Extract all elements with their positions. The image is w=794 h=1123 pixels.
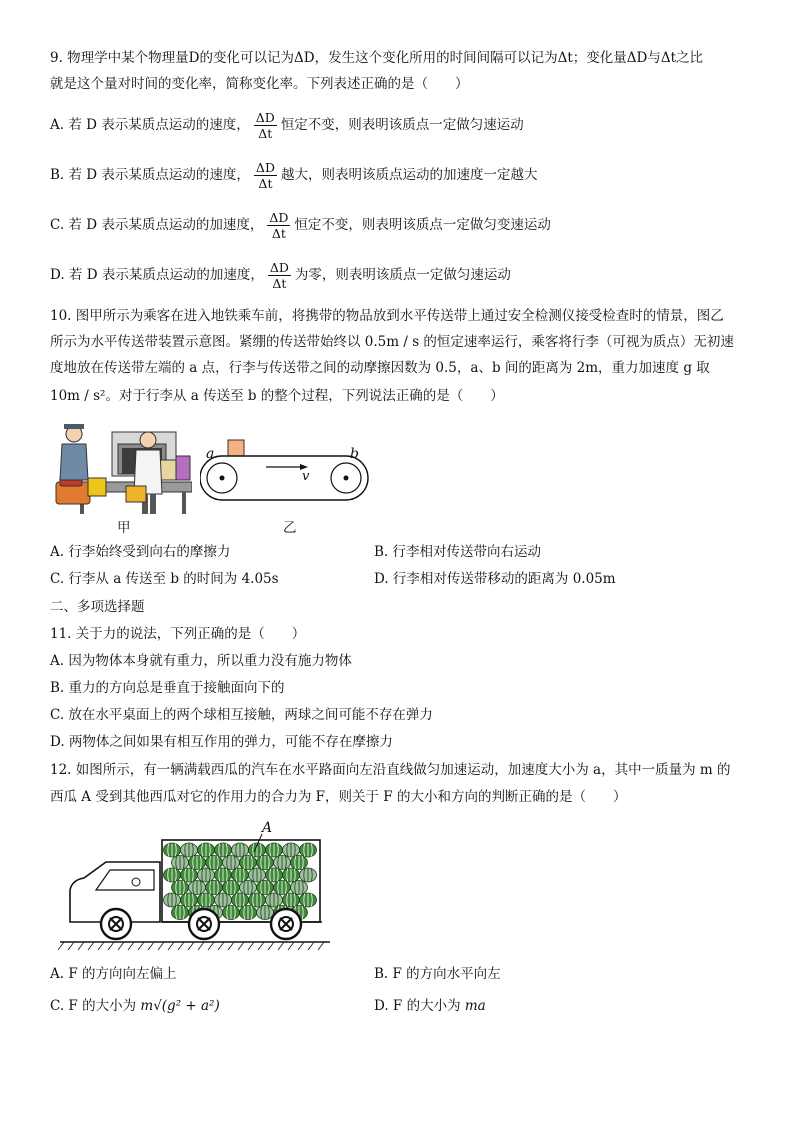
q12-stem-line1: 12. 如图所示，有一辆满载西瓜的汽车在水平路面向左沿直线做匀加速运动，加速度大小为 a，其中一质量为 m 的 (50, 762, 731, 778)
fraction: $\frac{\Delta D}{\Delta t}$ (269, 210, 289, 241)
velocity-label: v (302, 469, 310, 484)
conveyor-belt-diagram (200, 432, 370, 504)
point-a-label: a (206, 446, 215, 462)
q10-stem-line3: 度地放在传送带左端的 a 点，行李与传送带之间的动摩擦因数为 0.5，a、b 间的距离为 2m，重力加速度 g 取 (50, 360, 710, 376)
q10-stem-line2: 所示为水平传送带装置示意图。紧绷的传送带始终以 0.5m / s 的恒定速率运行，乘客将行李（可视为质点）无初速 (50, 334, 734, 350)
q12-option-c-pre: C. F 的大小为 (50, 998, 141, 1014)
q10-option-d[interactable]: D. 行李相对传送带移动的距离为 0.05m (374, 571, 616, 587)
q9-option-b-pre: B. 若 D 表示某质点运动的速度， (50, 167, 250, 183)
q12-option-d[interactable] (374, 996, 486, 1016)
q12-option-b[interactable]: B. F 的方向水平向左 (374, 966, 501, 982)
q9-option-c-post: 恒定不变，则表明该质点一定做匀变速运动 (294, 217, 551, 233)
q9-option-d-post: 为零，则表明该质点一定做匀速运动 (294, 267, 511, 283)
q10-option-a[interactable]: A. 行李始终受到向右的摩擦力 (50, 544, 231, 560)
q10-stem-line1: 10. 图甲所示为乘客在进入地铁乘车前，将携带的物品放到水平传送带上通过安全检测仪接受检查时的情景，图乙 (50, 308, 724, 324)
security-scene-illustration (52, 420, 192, 516)
q9-stem-line1: 9. 物理学中某个物理量D的变化可以记为ΔD，发生这个变化所用的时间间隔可以记为Δt；变化量ΔD与Δt之比 (50, 50, 703, 66)
q12-option-c[interactable] (50, 996, 220, 1016)
front-wheel-icon (101, 909, 131, 939)
q12-option-d-pre: D. F 的大小为 (374, 998, 465, 1014)
q10-stem-line4: 10m / s²。对于行李从 a 传送至 b 的整个过程，下列说法正确的是（ ） (50, 388, 504, 404)
q11-option-c[interactable]: C. 放在水平桌面上的两个球相互接触，两球之间可能不存在弹力 (50, 707, 433, 723)
q9-option-b[interactable] (50, 160, 537, 191)
fraction: $\frac{\Delta D}{\Delta t}$ (269, 260, 289, 291)
q12-stem-line2: 西瓜 A 受到其他西瓜对它的作用力的合力为 F，则关于 F 的大小和方向的判断正确的是（ ） (50, 789, 627, 805)
q11-option-b[interactable]: B. 重力的方向总是垂直于接触面向下的 (50, 680, 285, 696)
q9-option-a[interactable] (50, 110, 524, 141)
q10-option-c[interactable]: C. 行李从 a 传送至 b 的时间为 4.05s (50, 571, 279, 587)
q11-stem: 11. 关于力的说法，下列正确的是（ ） (50, 626, 306, 642)
middle-wheel-icon (189, 909, 219, 939)
truck-watermelon-illustration (58, 818, 334, 952)
q9-option-c-pre: C. 若 D 表示某质点运动的加速度， (50, 217, 264, 233)
fraction: $\frac{\Delta D}{\Delta t}$ (255, 160, 275, 191)
q12-option-a[interactable]: A. F 的方向向左偏上 (50, 966, 177, 982)
rear-wheel-icon (271, 909, 301, 939)
q9-stem-line2: 就是这个量对时间的变化率，简称变化率。下列表述正确的是（ ） (50, 76, 469, 92)
q11-option-a[interactable]: A. 因为物体本身就有重力，所以重力没有施力物体 (50, 653, 352, 669)
q9-option-a-pre: A. 若 D 表示某质点运动的速度， (50, 117, 250, 133)
q12-option-c-formula: m√(g² + a²) (140, 998, 220, 1014)
q9-option-c[interactable] (50, 210, 551, 241)
q9-option-d-pre: D. 若 D 表示某质点运动的加速度， (50, 267, 264, 283)
figure-jia-caption: 甲 (117, 520, 131, 536)
watermelon-a-label: A (262, 820, 273, 836)
q12-option-d-formula: ma (464, 998, 486, 1014)
figure-yi-caption: 乙 (283, 520, 297, 536)
section-title-multiple-choice: 二、多项选择题 (50, 599, 145, 615)
q9-option-a-post: 恒定不变，则表明该质点一定做匀速运动 (280, 117, 524, 133)
point-b-label: b (350, 446, 359, 462)
q9-option-d[interactable] (50, 260, 511, 291)
q11-option-d[interactable]: D. 两物体之间如果有相互作用的弹力，可能不存在摩擦力 (50, 734, 393, 750)
q10-option-b[interactable]: B. 行李相对传送带向右运动 (374, 544, 542, 560)
q9-option-b-post: 越大，则表明该质点运动的加速度一定越大 (280, 167, 538, 183)
fraction: $\frac{\Delta D}{\Delta t}$ (255, 110, 275, 141)
